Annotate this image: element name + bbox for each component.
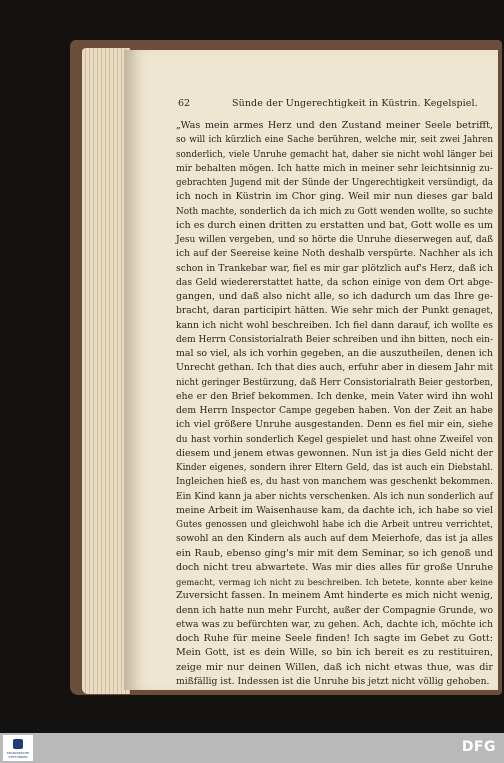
logo-caption: FRANCKESCHE STIFTUNGEN bbox=[6, 751, 30, 759]
text-line: sowohl an den Kindern als auch auf dem Meierhofe, das ist ja alles bbox=[176, 533, 493, 545]
text-line: Zuversicht fassen. In meinem Amt hinderte es mich nicht wenig, bbox=[176, 590, 493, 602]
book-page bbox=[124, 50, 498, 690]
text-line: mir behalten mögen. Ich hatte mich in meiner sehr leichtsinnig zu- bbox=[176, 162, 493, 174]
text-line: diesem und jenem etwas gewonnen. Nun ist ja dies Geld nicht der bbox=[176, 447, 493, 459]
text-line: ich es durch einen dritten zu erstatten und bat, Gott wolle es um bbox=[176, 219, 493, 231]
text-line: Ingleichen hieß es, du hast von manchem was geschenkt bekommen. bbox=[176, 477, 493, 488]
text-line: so will ich kürzlich eine Sache berühren, welche mir, seit zwei Jahren bbox=[176, 135, 493, 146]
text-line: doch Ruhe für meine Seele finden! Ich sagte im Gebet zu Gott: bbox=[176, 633, 493, 644]
text-line: schon in Trankebar war, fiel es mir gar plötzlich auf's Herz, daß ich bbox=[176, 262, 493, 274]
text-line: gebrachten Jugend mit der Sünde der Ungerechtigkeit versündigt, da bbox=[176, 178, 493, 188]
text-line: Gutes genossen und gleichwohl habe ich die Arbeit untreu verrichtet, bbox=[176, 520, 493, 530]
text-line: ehe er den Brief bekommen. Ich denke, mein Vater wird ihn wohl bbox=[176, 390, 493, 402]
text-line: Kinder eigenes, sondern ihrer Eltern Geld, das ist auch ein Diebstahl. bbox=[176, 463, 493, 473]
page-stack-edges bbox=[82, 48, 130, 694]
running-title: Sünde der Ungerechtigkeit in Küstrin. Kegelspiel. bbox=[232, 98, 478, 109]
text-line: gangen, und daß also nicht alle, so ich dadurch um das Ihre ge- bbox=[176, 291, 493, 302]
text-line: etwa was zu befürchten war, zu gehen. Ach, dachte ich, möchte ich bbox=[176, 618, 493, 630]
franckesche-stiftungen-logo[interactable] bbox=[3, 735, 33, 761]
text-line: Ein Kind kann ja aber nichts verschenken. Als ich nun sonderlich auf bbox=[176, 491, 493, 502]
text-line: nicht geringer Bestürzung, daß Herr Consistorialrath Beier gestorben, bbox=[176, 377, 493, 388]
body-text bbox=[176, 119, 493, 689]
text-line: ich auf der Seereise keine Noth deshalb verspürte. Nachher als ich bbox=[176, 248, 493, 260]
text-line: mal so viel, als ich vorhin gegeben, an die auszutheilen, denen ich bbox=[176, 348, 493, 359]
text-line: du hast vorhin sonderlich Kegel gespielet und hast ohne Zweifel von bbox=[176, 434, 493, 445]
text-line: meine Arbeit im Waisenhause kam, da dachte ich, ich habe so viel bbox=[176, 504, 493, 516]
page-number: 62 bbox=[178, 98, 191, 109]
viewer-footer-bar bbox=[0, 733, 504, 763]
text-line: „Was mein armes Herz und den Zustand meiner Seele betrifft, bbox=[176, 120, 493, 131]
text-line: Jesu willen vergeben, und so hörte die Unruhe dieserwegen auf, daß bbox=[176, 235, 493, 245]
text-line: ich viel größere Unruhe ausgestanden. Denn es fiel mir ein, siehe bbox=[176, 419, 493, 431]
text-line: kann ich nicht wohl beschreiben. Ich fiel dann darauf, ich wollte es bbox=[176, 319, 493, 331]
text-line: gemacht, vermag ich nicht zu beschreiben. Ich betete, konnte aber keine bbox=[176, 577, 493, 587]
text-line: ich noch in Küstrin im Chor ging. Weil mir nun dieses gar bald bbox=[176, 191, 493, 203]
text-line: Noth machte, sonderlich da ich mich zu Gott wenden wollte, so suchte bbox=[176, 206, 493, 217]
dfg-logo[interactable]: DFG bbox=[461, 739, 496, 755]
text-line: doch nicht treu abwartete. Was mir dies alles für große Unruhe bbox=[176, 561, 493, 573]
text-line: Unrecht gethan. Ich that dies auch, erfuhr aber in diesem Jahr mit bbox=[176, 362, 494, 374]
text-line: bracht, daran participirt hätten. Wie sehr mich der Punkt genaget, bbox=[176, 305, 493, 317]
text-line: dem Herrn Inspector Campe gegeben haben. Von der Zeit an habe bbox=[176, 405, 493, 416]
text-line: ein Raub, ebenso ging's mir mit dem Seminar, so ich genoß und bbox=[176, 547, 493, 559]
text-line: dem Herrn Consistorialrath Beier schreiben und ihn bitten, noch ein- bbox=[176, 334, 493, 345]
text-line: das Geld wiedererstattet hatte, da schon einige von dem Ort abge- bbox=[176, 276, 493, 288]
text-line: sonderlich, viele Unruhe gemacht hat, daher sie nicht wohl länger bei bbox=[176, 149, 493, 160]
text-line: mißfällig ist. Indessen ist die Unruhe bis jetzt nicht völlig gehoben. bbox=[176, 675, 490, 687]
text-line: denn ich hatte nun mehr Furcht, außer der Compagnie Grunde, wo bbox=[176, 604, 493, 616]
running-head bbox=[178, 98, 488, 112]
institution-emblem-icon bbox=[13, 739, 23, 749]
text-line: zeige mir nur deinen Willen, daß ich nicht etwas thue, was dir bbox=[176, 661, 493, 673]
text-line: Mein Gott, ist es dein Wille, so bin ich bereit es zu restituiren, bbox=[176, 647, 493, 659]
